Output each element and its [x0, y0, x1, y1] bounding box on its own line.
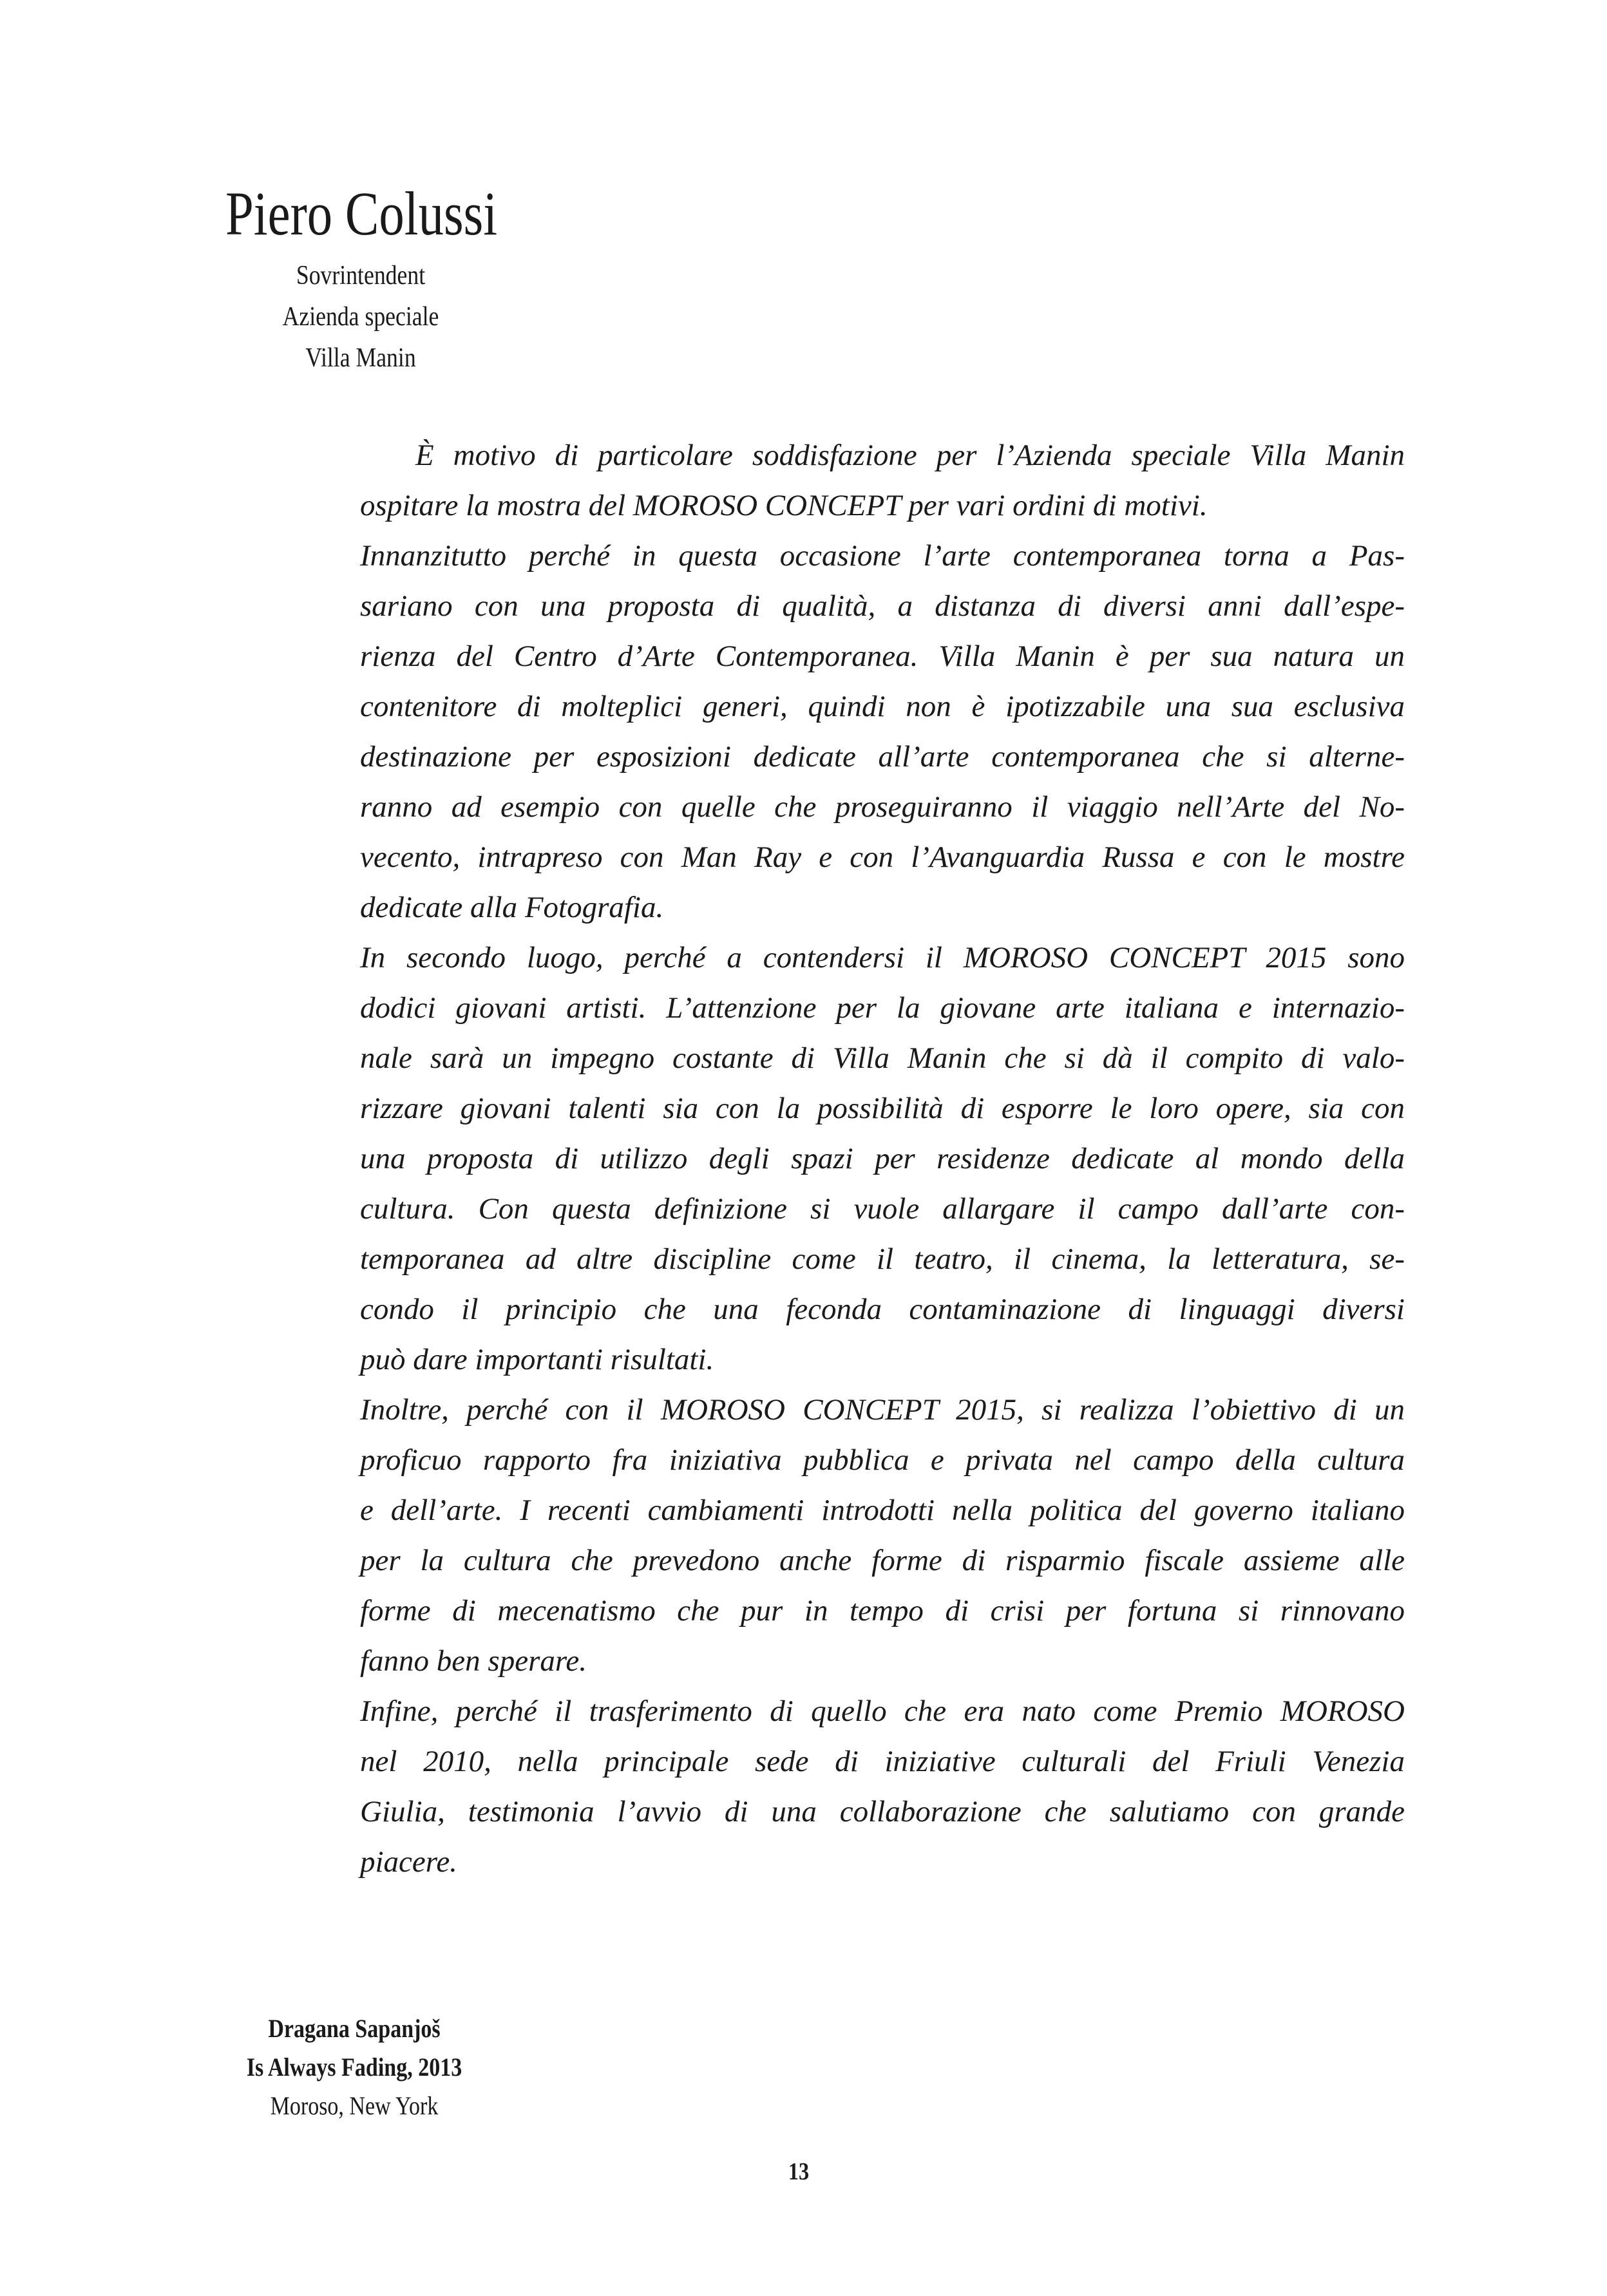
- body-line: rienza del Centro d’Arte Contemporanea. Villa Manin è per sua natura un: [360, 640, 1405, 673]
- body-line: per la cultura che prevedono anche forme di risparmio fiscale assieme alle: [360, 1544, 1405, 1577]
- body-line: contenitore di molteplici generi, quindi non è ipotizzabile una sua esclusiva: [360, 690, 1405, 723]
- body-line: sariano con una proposta di qualità, a distanza di diversi anni dall’espe-: [360, 589, 1405, 623]
- body-line: forme di mecenatismo che pur in tempo di crisi per fortuna si rinnovano: [360, 1594, 1405, 1627]
- author-name: Piero Colussi: [225, 179, 498, 248]
- body-line: temporanea ad altre discipline come il teatro, il cinema, la letteratura, se-: [360, 1242, 1405, 1276]
- body-line: nale sarà un impegno costante di Villa Manin che si dà il compito di valo-: [360, 1041, 1405, 1075]
- body-line: vecento, intrapreso con Man Ray e con l’Avanguardia Russa e con le mostre: [360, 840, 1405, 874]
- body-line: piacere.: [360, 1845, 457, 1879]
- body-line: È motivo di particolare soddisfazione per l’Azienda speciale Villa Manin: [415, 439, 1405, 472]
- body-line: Innanzitutto perché in questa occasione l’arte contemporanea torna a Pas-: [360, 539, 1405, 573]
- body-text: [360, 430, 1405, 1887]
- body-line: rizzare giovani talenti sia con la possibilità di esporre le loro opere, sia con: [360, 1092, 1405, 1125]
- body-line: dedicate alla Fotografia.: [360, 891, 664, 924]
- body-line: una proposta di utilizzo degli spazi per residenze dedicate al mondo della: [360, 1142, 1405, 1175]
- image-caption: [193, 2009, 515, 2125]
- author-role-line: Azienda speciale: [282, 302, 439, 332]
- body-line: fanno ben sperare.: [360, 1644, 587, 1678]
- body-line: ospitare la mostra del MOROSO CONCEPT per vari ordini di motivi.: [360, 489, 1208, 522]
- body-line: nel 2010, nella principale sede di iniziative culturali del Friuli Venezia: [360, 1745, 1405, 1778]
- caption-credit: Moroso, New York: [270, 2091, 439, 2120]
- body-line: proficuo rapporto fra iniziativa pubblica e privata nel campo della cultura: [360, 1443, 1405, 1477]
- body-line: cultura. Con questa definizione si vuole allargare il campo dall’arte con-: [360, 1192, 1405, 1226]
- caption-work: Is Always Fading, 2013: [246, 2053, 462, 2082]
- page-number: 13: [788, 2158, 810, 2185]
- author-role-line: Sovrintendent: [296, 261, 426, 290]
- caption-artist: Dragana Sapanjoš: [268, 2014, 441, 2043]
- body-line: Giulia, testimonia l’avvio di una collaborazione che salutiamo con grande: [360, 1795, 1405, 1828]
- body-line: condo il principio che una feconda contaminazione di linguaggi diversi: [360, 1293, 1405, 1326]
- author-role: [219, 255, 502, 379]
- author-role-line: Villa Manin: [305, 343, 416, 373]
- body-line: Infine, perché il trasferimento di quello che era nato come Premio MOROSO: [360, 1694, 1405, 1728]
- body-line: Inoltre, perché con il MOROSO CONCEPT 2015, si realizza l’obiettivo di un: [360, 1393, 1405, 1427]
- body-line: ranno ad esempio con quelle che proseguiranno il viaggio nell’Arte del No-: [360, 790, 1405, 824]
- body-line: può dare importanti risultati.: [360, 1343, 714, 1376]
- body-line: In secondo luogo, perché a contendersi il MOROSO CONCEPT 2015 sono: [360, 941, 1405, 974]
- body-line: dodici giovani artisti. L’attenzione per la giovane arte italiana e internazio-: [360, 991, 1405, 1025]
- body-line: destinazione per esposizioni dedicate all’arte contemporanea che si alterne-: [360, 740, 1405, 773]
- body-line: e dell’arte. I recenti cambiamenti introdotti nella politica del governo italiano: [360, 1494, 1405, 1527]
